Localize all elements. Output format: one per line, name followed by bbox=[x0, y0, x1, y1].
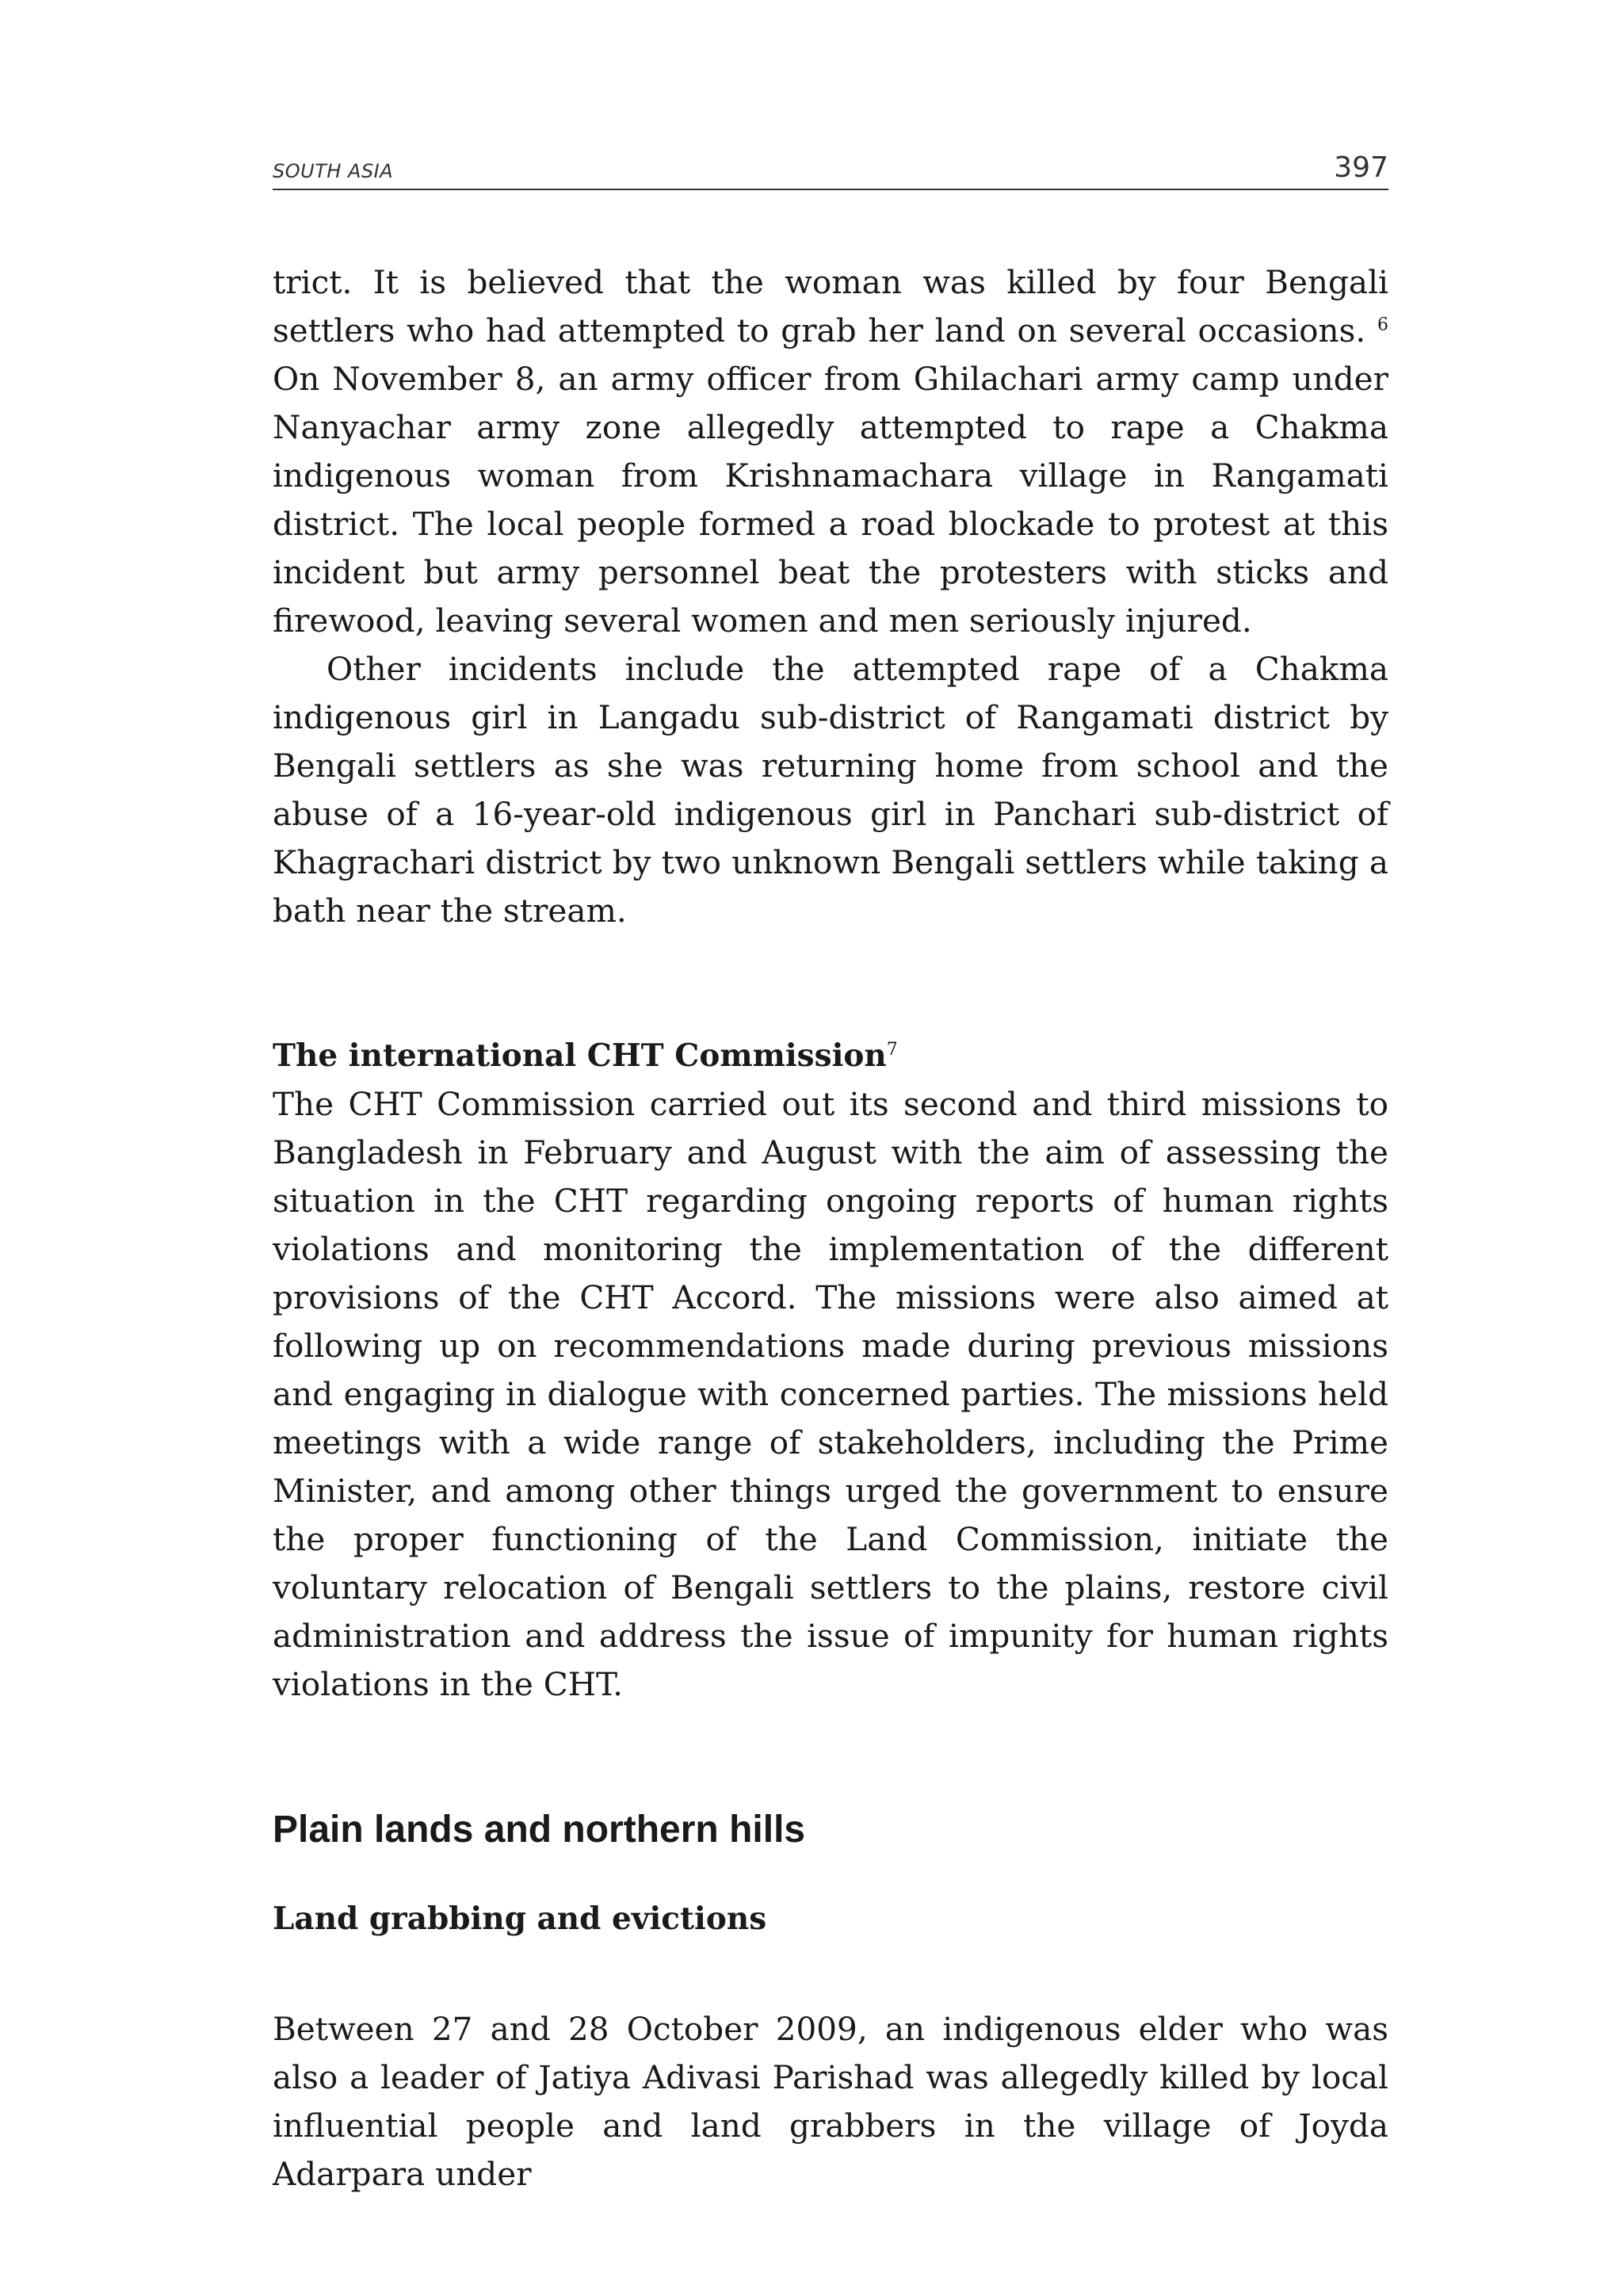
footnote-ref: 6 bbox=[1377, 315, 1388, 335]
body-paragraph bbox=[273, 258, 1388, 645]
body-paragraph: The CHT Commission carried out its second and third missions to Bangladesh in February and August with the aim of assessing the situation in the CHT regarding ongoing reports of human rights violations and monitoring the implementation of the different provisions of the CHT Accord. The missions were also aimed at following up on recommendations made during previous missions and engaging in dialogue with concerned parties. The missions held meetings with a wide range of stakeholders, including the Prime Minister, and among other things urged the government to ensure the proper functioning of the Land Commission, initiate the voluntary relocation of Bengali settlers to the plains, restore civil administration and address the issue of impunity for human rights violations in the CHT. bbox=[273, 1085, 1388, 1703]
body-paragraph: Other incidents include the attempted rape of a Chakma indigenous girl in Langadu sub-district of Rangamati district by Bengali settlers as she was returning home from school and the abuse of a 16-year-old indigenous girl in Panchari sub-district of Khagrachari district by two unknown Bengali settlers while taking a bath near the stream. bbox=[273, 650, 1388, 930]
footnote-ref: 7 bbox=[886, 1040, 898, 1060]
subheading-cht-commission bbox=[273, 1032, 1388, 1080]
running-header bbox=[273, 152, 1388, 190]
document-page bbox=[273, 152, 1388, 2199]
paragraph-text: trict. It is believed that the woman was killed by four Bengali settlers who had attempted to grab her land on several occasions. bbox=[273, 263, 1388, 350]
body-paragraph: Between 27 and 28 October 2009, an indigenous elder who was also a leader of Jatiya Adivasi Parishad was allegedly killed by local influential people and land grabbers in the village of Joyda Adarpara under bbox=[273, 2010, 1388, 2193]
subheading-land-grabbing: Land grabbing and evictions bbox=[273, 1901, 767, 1937]
page-number: 397 bbox=[1334, 151, 1388, 184]
section-heading: Plain lands and northern hills bbox=[273, 1809, 806, 1851]
subheading-text: The international CHT Commission bbox=[273, 1037, 887, 1074]
paragraph-text: On November 8, an army officer from Ghilachari army camp under Nanyachar army zone allegedly attempted to rape a Chakma indigenous woman from Krishnamachara village in Rangamati district. The local people formed a road blockade to protest at this incident but army personnel beat the protesters with sticks and firewood, leaving several women and men seriously injured. bbox=[273, 360, 1388, 640]
section-name: SOUTH ASIA bbox=[273, 160, 394, 182]
